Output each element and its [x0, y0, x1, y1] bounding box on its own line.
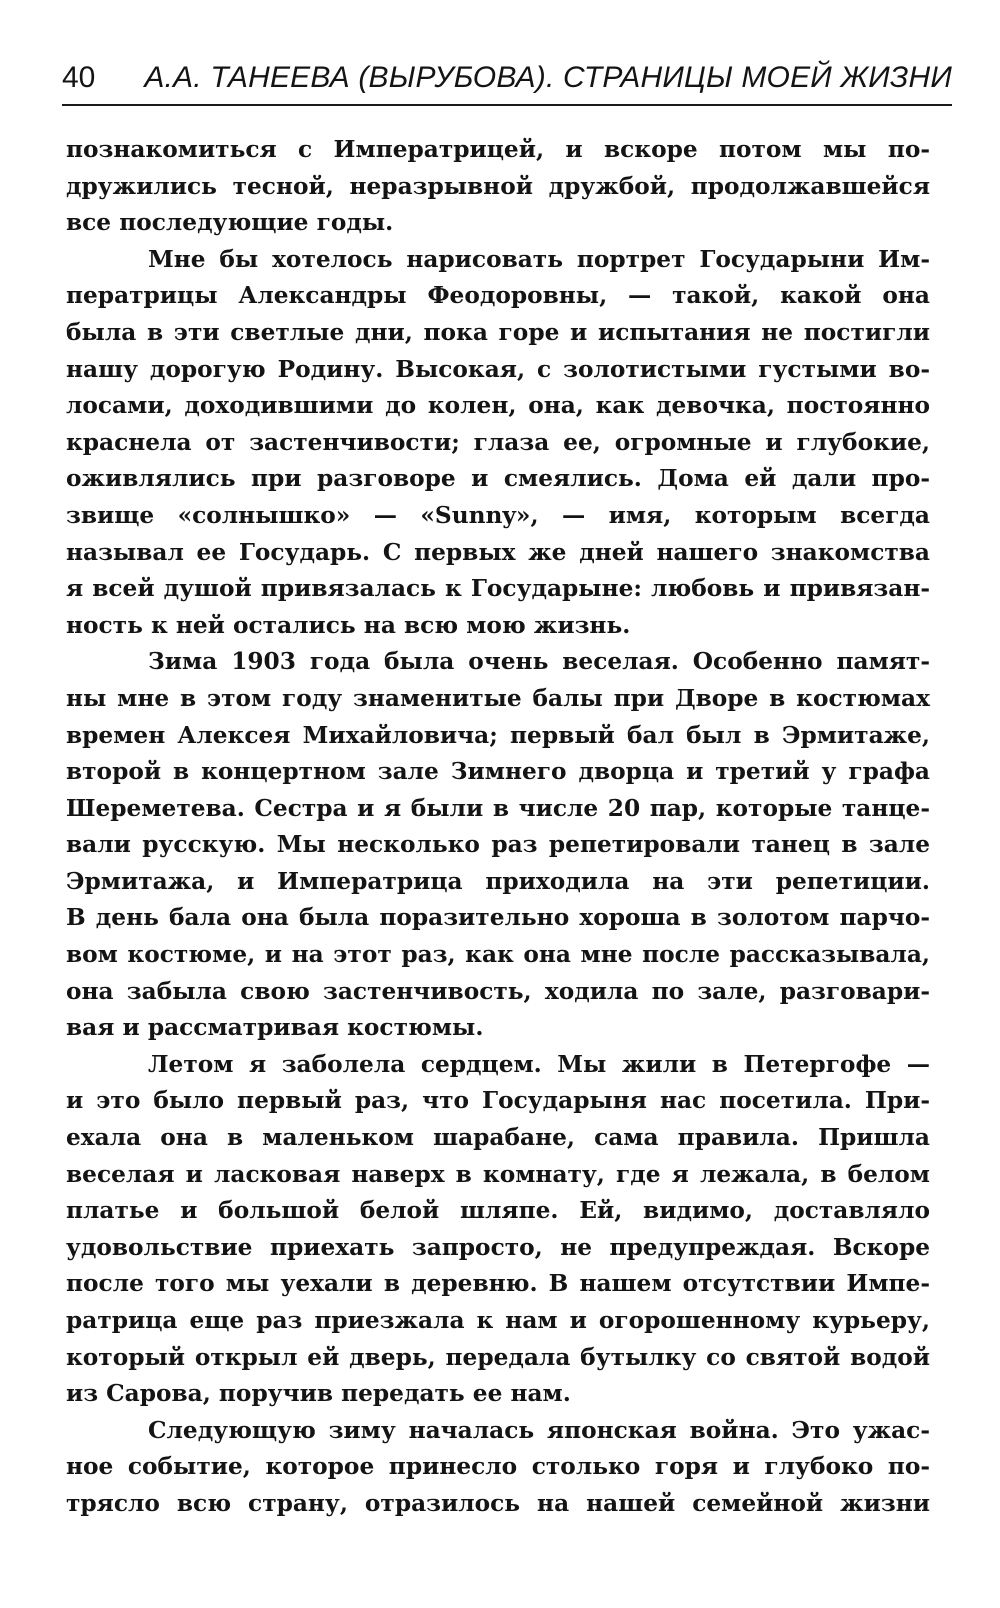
text-line: Зима 1903 года была очень веселая. Особенно памят-	[148, 648, 930, 676]
text-line: и это было первый раз, что Государыня нас посетила. При-	[66, 1087, 930, 1115]
text-line: оживлялись при разговоре и смеялись. Дома ей дали про-	[66, 465, 930, 493]
text-line: ное событие, которое принесло столько горя и глубоко по-	[66, 1453, 930, 1481]
paragraph	[66, 1413, 930, 1523]
text-line: я всей душой привязалась к Государыне: любовь и привязан-	[66, 575, 930, 603]
text-line: платье и большой белой шляпе. Ей, видимо, доставляло	[66, 1197, 930, 1225]
text-line: называл ее Государь. С первых же дней нашего знакомства	[66, 538, 930, 566]
text-line: Летом я заболела сердцем. Мы жили в Петергофе —	[148, 1050, 930, 1078]
running-head	[62, 58, 952, 106]
text-line: познакомиться с Императрицей, и вскоре потом мы по-	[66, 136, 930, 163]
text-line: была в эти светлые дни, пока горе и испытания не постигли	[66, 318, 930, 346]
text-line: времен Алексея Михайловича; первый бал был в Эрмитаже,	[66, 721, 930, 749]
text-line: ехала она в маленьком шарабане, сама правила. Пришла	[66, 1124, 930, 1152]
text-line: который открыл ей дверь, передала бутылку со святой водой	[66, 1343, 930, 1371]
paragraph	[66, 132, 930, 242]
text-line: Следующую зиму началась японская война. Это ужас-	[148, 1416, 930, 1444]
text-line: краснела от застенчивости; глаза ее, огромные и глубокие,	[66, 428, 930, 456]
text-line: вали русскую. Мы несколько раз репетировали танец в зале	[66, 831, 930, 859]
text-line: второй в концертном зале Зимнего дворца и третий у графа	[66, 758, 930, 786]
text-line: веселая и ласковая наверх в комнату, где я лежала, в белом	[66, 1160, 930, 1188]
text-line: ны мне в этом году знаменитые балы при Дворе в костюмах	[66, 684, 930, 712]
text-line: Эрмитажа, и Императрица приходила на эти репетиции.	[66, 867, 930, 895]
text-line: Мне бы хотелось нарисовать портрет Государыни Им-	[148, 245, 930, 273]
body-text	[66, 132, 930, 1523]
text-line: все последующие годы.	[66, 209, 394, 237]
text-line: после того мы уехали в деревню. В нашем отсутствии Импе-	[66, 1270, 930, 1298]
paragraph	[66, 644, 930, 1047]
text-line: ператрицы Александры Феодоровны, — такой, какой она	[66, 282, 930, 310]
page-number: 40	[62, 61, 96, 94]
text-line: дружились тесной, неразрывной дружбой, продолжавшейся	[66, 172, 930, 200]
text-line: удовольствие приехать запросто, не предупреждая. Вскоре	[66, 1233, 930, 1261]
text-line: трясло всю страну, отразилось на нашей семейной жизни	[66, 1489, 930, 1517]
paragraph	[66, 1047, 930, 1413]
running-title: А.А. ТАНЕЕВА (ВЫРУБОВА). СТРАНИЦЫ МОЕЙ ЖИЗНИ	[144, 61, 952, 94]
text-line: вом костюме, и на этот раз, как она мне после рассказывала,	[66, 941, 930, 969]
paragraph	[66, 242, 930, 645]
text-line: из Сарова, поручив передать ее нам.	[66, 1380, 571, 1408]
text-line: вая и рассматривая костюмы.	[66, 1014, 484, 1042]
text-line: лосами, доходившими до колен, она, как девочка, постоянно	[66, 392, 930, 420]
text-line: нашу дорогую Родину. Высокая, с золотистыми густыми во-	[66, 355, 930, 383]
text-line: ность к ней остались на всю мою жизнь.	[66, 611, 631, 639]
text-line: ратрица еще раз приезжала к нам и огорошенному курьеру,	[66, 1307, 930, 1334]
text-line: Шереметева. Сестра и я были в числе 20 пар, которые танце-	[66, 794, 930, 822]
text-line: она забыла свою застенчивость, ходила по зале, разговари-	[66, 977, 930, 1005]
text-line: звище «солнышко» — «Sunny», — имя, которым всегда	[66, 501, 930, 529]
text-line: В день бала она была поразительно хороша в золотом парчо-	[66, 904, 930, 932]
